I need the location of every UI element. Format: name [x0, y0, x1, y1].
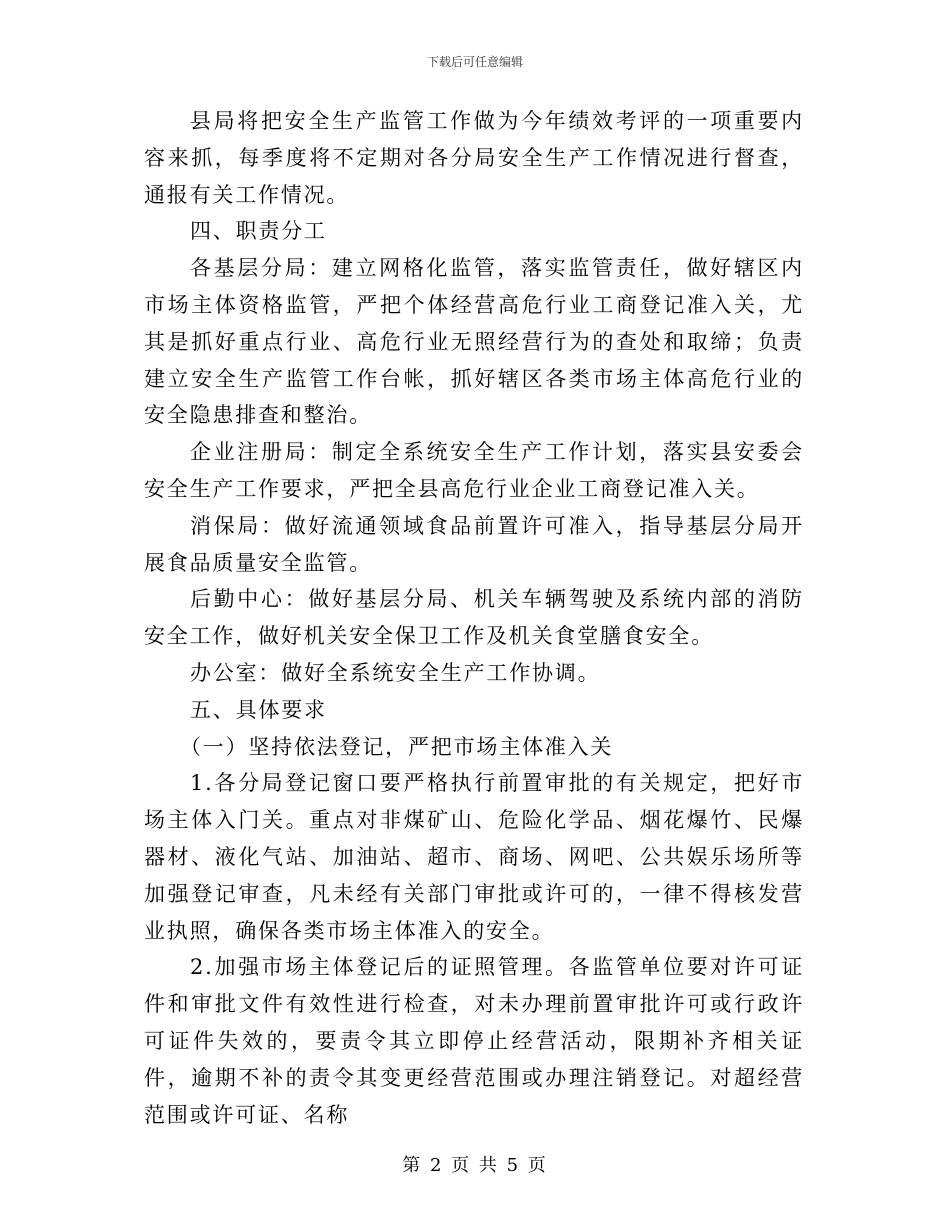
- page-header: 下载后可任意编辑: [426, 55, 523, 69]
- paragraph-enterprise-registration: 企业注册局：制定全系统安全生产工作计划，落实县安委会安全生产工作要求，严把全县高危行业企业工商登记准入关。: [144, 440, 804, 501]
- paragraph-item-2: 2.加强市场主体登记后的证照管理。各监管单位要对许可证件和审批文件有效性进行检查，对未办理前置审批许可或行政许可证件失效的，要责令其立即停止经营活动，限期补齐相关证件，逾期不补的责令其变更经营范围或办理注销登记。对超经营范围或许可证、名称: [144, 955, 804, 1127]
- section-heading-requirements: 五、具体要求: [190, 697, 327, 722]
- page-number: 第 2 页 共 5 页: [402, 1155, 548, 1176]
- paragraph-branch-offices: 各基层分局：建立网格化监管，落实监管责任，做好辖区内市场主体资格监管，严把个体经营高危行业工商登记准入关，尤其是抓好重点行业、高危行业无照经营行为的查处和取缔；负责建立安全生产监管工作台帐，抓好辖区各类市场主体高危行业的安全隐患排查和整治。: [144, 256, 804, 428]
- paragraph-logistics-center: 后勤中心：做好基层分局、机关车辆驾驶及系统内部的消防安全工作，做好机关安全保卫工作及机关食堂膳食安全。: [144, 587, 804, 649]
- paragraph-assessment: 县局将把安全生产监管工作做为今年绩效考评的一项重要内容来抓，每季度将不定期对各分局安全生产工作情况进行督查，通报有关工作情况。: [144, 109, 804, 207]
- paragraph-office: 办公室：做好全系统安全生产工作协调。: [190, 660, 601, 685]
- document-body: [144, 103, 804, 1133]
- paragraph-consumer-protection: 消保局：做好流通领域食品前置许可准入，指导基层分局开展食品质量安全监管。: [144, 513, 804, 575]
- paragraph-item-1: 1.各分局登记窗口要严格执行前置审批的有关规定，把好市场主体入门关。重点对非煤矿山、危险化学品、烟花爆竹、民爆器材、液化气站、加油站、超市、商场、网吧、公共娱乐场所等加强登记审查，凡未经有关部门审批或许可的，一律不得核发营业执照，确保各类市场主体准入的安全。: [144, 771, 804, 943]
- section-heading-duties: 四、职责分工: [190, 219, 327, 244]
- subheading-registration: （一）坚持依法登记，严把市场主体准入关: [180, 734, 614, 759]
